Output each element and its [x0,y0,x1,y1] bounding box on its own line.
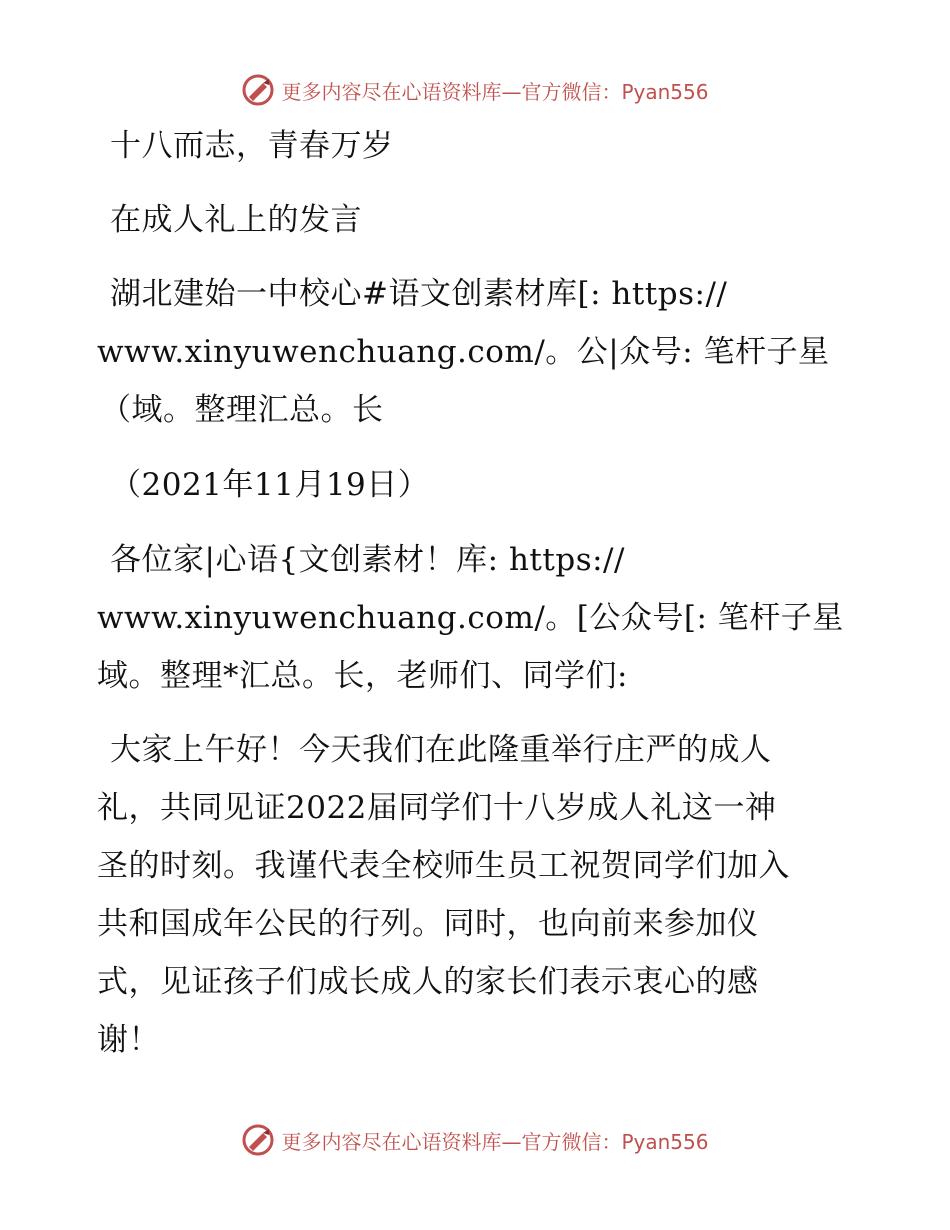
doc-title: 十八而志，青春万岁 [110,128,394,164]
salutation-line: 域。整理*汇总。长，老师们、同学们: [97,658,628,694]
pen-nib-logo-icon [241,73,275,107]
watermark-text: 更多内容尽在心语资料库—官方微信：Pyan556 [281,79,709,104]
paragraph-line: 圣的时刻。我谨代表全校师生员工祝贺同学们加入 [97,848,790,884]
header-watermark-banner [0,70,950,110]
author-line: 湖北建始一中校心#语文创素材库[: https:// [110,276,728,312]
footer-watermark-banner [0,1120,950,1160]
paragraph-line: 大家上午好！今天我们在此隆重举行庄严的成人 [110,732,772,768]
paragraph-line: 共和国成年公民的行列。同时，也向前来参加仪 [97,906,759,942]
author-line: www.xinyuwenchuang.com/。公|众号: 笔杆子星 [97,334,830,370]
salutation-line: www.xinyuwenchuang.com/。[公众号[: 笔杆子星 [97,600,844,636]
author-line: （域。整理汇总。长 [100,392,384,428]
paragraph-line: 式，见证孩子们成长成人的家长们表示衷心的感 [97,964,759,1000]
salutation-line: 各位家|心语{文创素材！库: https:// [110,542,625,578]
date-line: （2021年11月19日） [110,467,430,503]
paragraph-line: 谢！ [97,1022,160,1058]
doc-subtitle: 在成人礼上的发言 [110,202,362,238]
pen-nib-logo-icon [241,1123,275,1157]
paragraph-line: 礼，共同见证2022届同学们十八岁成人礼这一神 [97,790,777,826]
watermark-text: 更多内容尽在心语资料库—官方微信：Pyan556 [281,1129,709,1154]
